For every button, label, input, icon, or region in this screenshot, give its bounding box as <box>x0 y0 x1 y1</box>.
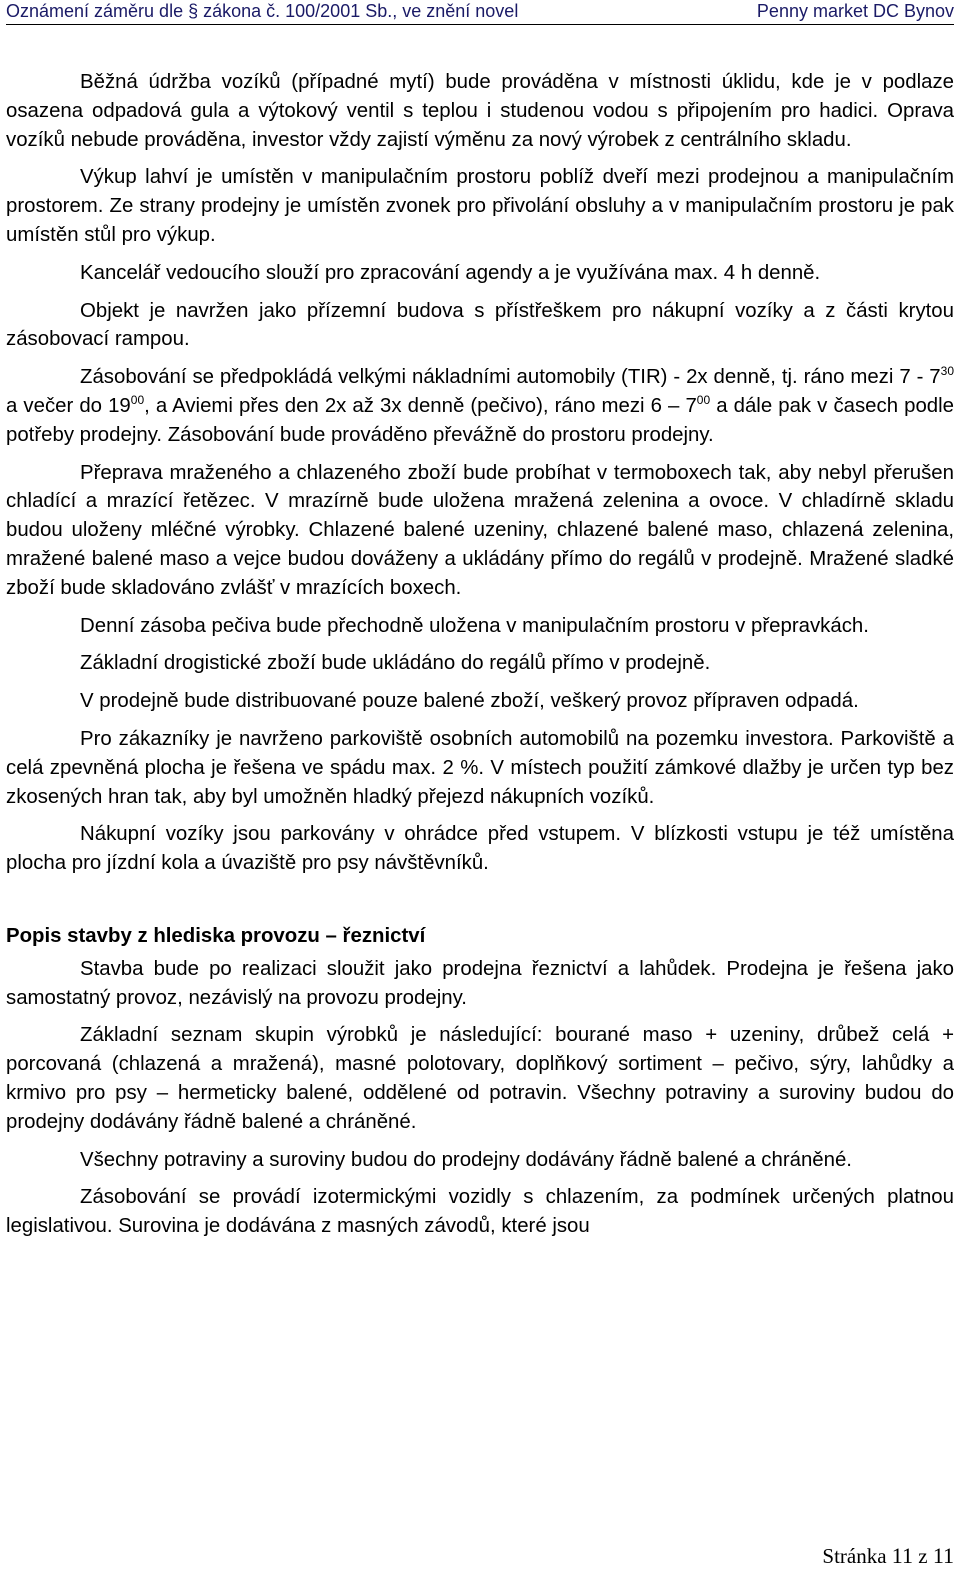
supply-paragraph <box>6 363 954 449</box>
page-total: 11 <box>932 1543 954 1568</box>
supply-text: a večer do 19 <box>6 394 131 417</box>
paragraph: Základní drogistické zboží bude ukládáno do regálů přímo v prodejně. <box>80 652 711 675</box>
time-superscript: 30 <box>940 364 954 379</box>
paragraph: Výkup lahví je umístěn v manipulačním prostoru poblíž dveří mezi prodejnou a manipulačním prostorem. Ze strany prodejny je umístěn zvonek pro přivolání obsluhy a v manipulačním prostoru je pak umístěn stůl pro výkup. <box>6 166 954 246</box>
supply-text: a dále pak v časech podle potřeby prodejny. Zásobování bude prováděno převážně do prostoru prodejny. <box>6 394 955 446</box>
document-body <box>6 68 954 1250</box>
paragraph: Přeprava mraženého a chlazeného zboží bude probíhat v termoboxech tak, aby nebyl přerušen chladící a mrazící řetězec. V mrazírně bude uložena mražená zelenina a ovoce. V chladírně skladu budou uloženy mléčné výrobky. Chlazené balené uzeniny, chlazené balené maso, chlazená zelenina, mražené balené maso a vejce budou dováženy a ukládány přímo do regálů v prodejně. Mražené sladké zboží bude skladováno zvlášť v mrazících boxech. <box>6 461 954 599</box>
paragraph: Kancelář vedoucího slouží pro zpracování agendy a je využívána max. 4 h denně. <box>80 261 821 284</box>
paragraph: Běžná údržba vozíků (případné mytí) bude prováděna v místnosti úklidu, kde je v podlaze osazena odpadová gula a výtokový ventil s teplou i studenou vodou s připojením pro hadici. Oprava vozíků nebude prováděna, investor vždy zajistí výměnu za nový výrobek z centrálního skladu. <box>6 71 954 151</box>
section-heading: Popis stavby z hlediska provozu – řeznictví <box>6 924 426 947</box>
time-superscript: 00 <box>696 393 711 408</box>
paragraph: V prodejně bude distribuované pouze balené zboží, veškerý provoz přípraven odpadá. <box>80 690 859 713</box>
page-number: 11 <box>891 1543 913 1568</box>
page-footer <box>822 1542 954 1570</box>
header-project: Penny market DC Bynov <box>756 1 954 21</box>
supply-text: , a Aviemi přes den 2x až 3x denně (pečivo), ráno mezi 6 – 7 <box>144 394 697 417</box>
page-sep: z <box>918 1544 928 1568</box>
paragraph: Zásobování se provádí izotermickými vozidly s chlazením, za podmínek určených platnou legislativou. Surovina je dodávána z masných závodů, které jsou <box>6 1186 954 1238</box>
paragraph: Denní zásoba pečiva bude přechodně uložena v manipulačním prostoru v přepravkách. <box>80 614 869 637</box>
time-superscript: 00 <box>130 393 145 408</box>
page-header <box>6 0 954 25</box>
paragraph: Nákupní vozíky jsou parkovány v ohrádce před vstupem. V blízkosti vstupu je též umístěna plocha pro jízdní kola a úvaziště pro psy návštěvníků. <box>6 823 954 875</box>
paragraph: Stavba bude po realizaci sloužit jako prodejna řeznictví a lahůdek. Prodejna je řešena jako samostatný provoz, nezávislý na provozu prodejny. <box>6 957 954 1009</box>
supply-text: Zásobování se předpokládá velkými nákladními automobily (TIR) - 2x denně, tj. ráno mezi 7 - 7 <box>80 366 941 389</box>
paragraph: Objekt je navržen jako přízemní budova s přístřeškem pro nákupní vozíky a z části krytou zásobovací rampou. <box>6 299 954 351</box>
header-title: Oznámení záměru dle § zákona č. 100/2001 Sb., ve znění novel <box>6 1 519 21</box>
paragraph: Základní seznam skupin výrobků je následující: bourané maso + uzeniny, drůbež celá + porcovaná (chlazená a mražená), masné polotovary, doplňkový sortiment – pečivo, sýry, lahůdky a krmivo pro psy – hermeticky balené, oddělené od potravin. Všechny potraviny a suroviny budou do prodejny dodávány řádně balené a chráněné. <box>6 1024 954 1133</box>
paragraph: Všechny potraviny a suroviny budou do prodejny dodávány řádně balené a chráněné. <box>80 1148 852 1171</box>
paragraph: Pro zákazníky je navrženo parkoviště osobních automobilů na pozemku investora. Parkoviště a celá zpevněná plocha je řešena ve spádu max. 2 %. V místech použití zámkové dlažby je určen typ bez zkosených hran tak, aby byl umožněn hladký přejezd nákupních vozíků. <box>6 727 954 808</box>
page-label: Stránka <box>822 1544 887 1568</box>
